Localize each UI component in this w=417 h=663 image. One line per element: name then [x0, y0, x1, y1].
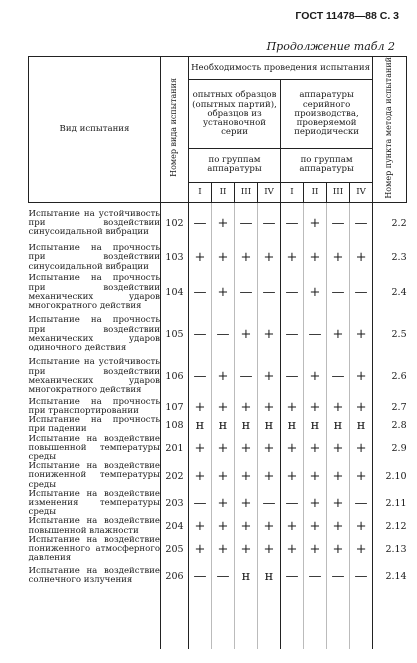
requirement-mark-cell: +	[212, 462, 235, 490]
test-number-cell: 206	[161, 563, 189, 589]
requirement-mark-cell: +	[327, 462, 350, 490]
requirement-mark-cell: +	[304, 490, 327, 518]
empty-cell	[189, 589, 212, 649]
test-requirements-table	[28, 56, 407, 649]
requirement-mark-cell: —	[189, 490, 212, 518]
requirement-mark-cell: +	[304, 462, 327, 490]
requirement-mark-cell: —	[212, 563, 235, 589]
test-number-cell: 102	[161, 202, 189, 244]
requirement-mark-cell: —	[281, 563, 304, 589]
empty-cell	[212, 589, 235, 649]
group-label: III	[327, 183, 350, 203]
requirement-mark-cell: +	[212, 490, 235, 518]
requirement-mark-cell: +	[258, 398, 281, 416]
test-number-cell: 104	[161, 272, 189, 314]
requirement-mark-cell: —	[281, 202, 304, 244]
requirement-mark-cell: —	[350, 272, 373, 314]
method-clause-cell: 2.7	[391, 401, 407, 413]
empty-cell	[258, 589, 281, 649]
requirement-mark-cell: —	[281, 272, 304, 314]
test-name-cell: Испытание на устойчивость при воздействии синусоидальной вибрации	[29, 202, 161, 244]
requirement-mark-cell: +	[235, 517, 258, 535]
method-clause-cell: 2.3	[391, 252, 407, 264]
group-label: II	[212, 183, 235, 203]
test-number-cell: 107	[161, 398, 189, 416]
requirement-mark-cell: +	[258, 536, 281, 564]
requirement-mark-cell: —	[304, 314, 327, 356]
requirement-mark-cell: +	[235, 398, 258, 416]
table-row	[29, 398, 407, 416]
requirement-mark-cell: +	[281, 536, 304, 564]
requirement-mark-cell: н	[258, 416, 281, 434]
group-label: I	[281, 183, 304, 203]
requirement-mark-cell: +	[281, 398, 304, 416]
requirement-mark-cell: +	[235, 536, 258, 564]
table-row	[29, 563, 407, 589]
table-row	[29, 314, 407, 356]
requirement-mark-cell: —	[281, 314, 304, 356]
requirement-mark-cell: +	[350, 398, 373, 416]
requirement-mark-cell: —	[350, 490, 373, 518]
requirement-mark-cell: н	[304, 416, 327, 434]
requirement-mark-cell: —	[281, 356, 304, 398]
requirement-mark-cell: +	[235, 244, 258, 272]
table-row	[29, 244, 407, 272]
header-prototypes: опытных образцов (опытных партий), образцов из установочной серии	[189, 80, 281, 149]
empty-cell	[281, 589, 304, 649]
test-name-cell: Испытание на прочность при падении	[28, 415, 160, 435]
requirement-mark-cell: +	[212, 536, 235, 564]
test-number-cell: 103	[161, 244, 189, 272]
test-name-cell: Испытание на воздействие солнечного излучения	[29, 563, 161, 589]
requirement-mark-cell: —	[189, 563, 212, 589]
requirement-mark-cell: +	[189, 536, 212, 564]
requirement-mark-cell: —	[350, 202, 373, 244]
requirement-mark-cell: +	[304, 356, 327, 398]
empty-cell	[161, 589, 189, 649]
method-clause-cell: 2.13	[385, 544, 407, 556]
test-name-cell: Испытание на прочность при воздействии механических ударов многократного действия	[29, 272, 161, 314]
requirement-mark-cell: +	[258, 435, 281, 463]
gost-code-header: ГОСТ 11478—88 С. 3	[295, 10, 399, 22]
test-number-cell: 203	[161, 490, 189, 518]
empty-cell	[29, 589, 161, 649]
requirement-mark-cell: +	[350, 536, 373, 564]
test-name-cell: Испытание на воздействие повышенной влажности	[28, 516, 160, 536]
test-name-cell: Испытание на прочность при воздействии синусоидальной вибрации	[28, 243, 160, 272]
requirement-mark-cell: +	[350, 356, 373, 398]
requirement-mark-cell: +	[189, 517, 212, 535]
requirement-mark-cell: +	[258, 314, 281, 356]
requirement-mark-cell: +	[258, 462, 281, 490]
table-row	[29, 462, 407, 490]
table-row	[29, 490, 407, 518]
requirement-mark-cell: +	[304, 398, 327, 416]
requirement-mark-cell: +	[304, 536, 327, 564]
requirement-mark-cell: —	[327, 356, 350, 398]
test-number-cell: 205	[161, 536, 189, 564]
requirement-mark-cell: +	[189, 462, 212, 490]
requirement-mark-cell: —	[281, 490, 304, 518]
requirement-mark-cell: +	[350, 244, 373, 272]
method-clause-cell: 2.6	[391, 371, 407, 383]
method-clause-cell: 2.9	[391, 442, 407, 454]
requirement-mark-cell: н	[350, 416, 373, 434]
test-number-cell: 201	[161, 435, 189, 463]
test-name-cell: Испытание на воздействие пониженной температуры среды	[28, 461, 160, 490]
empty-cell	[350, 589, 373, 649]
test-number-cell: 108	[161, 416, 189, 434]
header-serial: аппаратуры серийного производства, проверяемой периодически	[281, 80, 373, 149]
requirement-mark-cell: +	[212, 202, 235, 244]
requirement-mark-cell: +	[258, 356, 281, 398]
test-number-cell: 106	[161, 356, 189, 398]
requirement-mark-cell: +	[327, 490, 350, 518]
requirement-mark-cell: +	[327, 435, 350, 463]
requirement-mark-cell: —	[189, 314, 212, 356]
requirement-mark-cell: —	[235, 356, 258, 398]
requirement-mark-cell: +	[304, 202, 327, 244]
requirement-mark-cell: +	[189, 435, 212, 463]
header-groups-prototypes: по группам аппаратуры	[189, 148, 281, 182]
requirement-mark-cell: +	[281, 517, 304, 535]
table-continuation-space	[29, 589, 407, 649]
header-necessity: Необходимость проведения испытания	[189, 57, 373, 80]
requirement-mark-cell: +	[350, 462, 373, 490]
method-clause-cell: 2.8	[391, 419, 407, 431]
empty-cell	[304, 589, 327, 649]
requirement-mark-cell: +	[235, 462, 258, 490]
requirement-mark-cell: —	[258, 272, 281, 314]
requirement-mark-cell: —	[350, 563, 373, 589]
method-clause-cell: 2.12	[385, 521, 407, 533]
group-label: IV	[350, 183, 373, 203]
requirement-mark-cell: +	[281, 435, 304, 463]
requirement-mark-cell: +	[327, 314, 350, 356]
requirement-mark-cell: —	[304, 563, 327, 589]
requirement-mark-cell: +	[212, 517, 235, 535]
requirement-mark-cell: +	[327, 398, 350, 416]
requirement-mark-cell: —	[258, 490, 281, 518]
requirement-mark-cell: +	[212, 435, 235, 463]
requirement-mark-cell: —	[189, 356, 212, 398]
test-name-cell: Испытание на воздействие повышенной температуры среды	[28, 433, 160, 463]
method-clause-cell: 2.5	[391, 329, 407, 341]
empty-cell	[235, 589, 258, 649]
header-test-number: Номер вида испытания	[161, 57, 189, 203]
requirement-mark-cell: +	[235, 314, 258, 356]
test-name-cell: Испытание на прочность при транспортировании	[28, 396, 160, 416]
requirement-mark-cell: +	[350, 314, 373, 356]
requirement-mark-cell: —	[235, 272, 258, 314]
test-number-cell: 204	[161, 517, 189, 535]
table-row	[29, 416, 407, 434]
empty-cell	[327, 589, 350, 649]
header-test-type: Вид испытания	[29, 57, 161, 203]
table-row	[29, 202, 407, 244]
requirement-mark-cell: н	[281, 416, 304, 434]
requirement-mark-cell: +	[258, 244, 281, 272]
requirement-mark-cell: +	[212, 272, 235, 314]
requirement-mark-cell: —	[212, 314, 235, 356]
group-label: IV	[258, 183, 281, 203]
requirement-mark-cell: н	[327, 416, 350, 434]
method-clause-cell: 2.4	[391, 287, 407, 299]
table-row	[29, 536, 407, 564]
requirement-mark-cell: +	[304, 435, 327, 463]
requirement-mark-cell: —	[327, 563, 350, 589]
requirement-mark-cell: —	[189, 272, 212, 314]
requirement-mark-cell: +	[327, 244, 350, 272]
test-number-cell: 105	[161, 314, 189, 356]
test-name-cell: Испытание на прочность при воздействии механических ударов одиночного действия	[29, 314, 161, 356]
requirement-mark-cell: н	[189, 416, 212, 434]
requirement-mark-cell: +	[281, 244, 304, 272]
requirement-mark-cell: н	[258, 563, 281, 589]
requirement-mark-cell: н	[235, 416, 258, 434]
method-clause-cell: 2.10	[385, 470, 407, 482]
requirement-mark-cell: +	[327, 536, 350, 564]
requirement-mark-cell: +	[258, 517, 281, 535]
requirement-mark-cell: +	[281, 462, 304, 490]
test-name-cell: Испытание на устойчивость при воздействии механических ударов многократного действия	[29, 356, 161, 398]
requirement-mark-cell: +	[189, 244, 212, 272]
requirement-mark-cell: —	[327, 202, 350, 244]
table-continuation-label: Продолжение табл 2	[266, 40, 395, 53]
requirement-mark-cell: +	[304, 244, 327, 272]
group-label: III	[235, 183, 258, 203]
table-row	[29, 356, 407, 398]
requirement-mark-cell: +	[327, 517, 350, 535]
requirement-mark-cell: +	[212, 356, 235, 398]
test-name-cell: Испытание на воздействие изменения температуры среды	[28, 488, 160, 518]
requirement-mark-cell: —	[258, 202, 281, 244]
requirement-mark-cell: +	[212, 398, 235, 416]
requirement-mark-cell: +	[235, 435, 258, 463]
requirement-mark-cell: +	[189, 398, 212, 416]
test-name-cell: Испытание на воздействие пониженного атмосферного давления	[28, 534, 160, 564]
requirement-mark-cell: +	[304, 517, 327, 535]
header-clause: Номер пункта метода испытаний	[373, 57, 407, 203]
requirement-mark-cell: —	[189, 202, 212, 244]
table-row	[29, 272, 407, 314]
group-label: II	[304, 183, 327, 203]
requirement-mark-cell: —	[235, 202, 258, 244]
method-clause-cell: 2.14	[385, 570, 407, 582]
test-number-cell: 202	[161, 462, 189, 490]
requirement-mark-cell: +	[350, 435, 373, 463]
requirement-mark-cell: +	[235, 490, 258, 518]
group-label: I	[189, 183, 212, 203]
method-clause-cell: 2.11	[385, 498, 407, 510]
empty-cell	[373, 589, 407, 649]
table-row	[29, 435, 407, 463]
method-clause-cell: 2.2	[391, 217, 407, 229]
requirement-mark-cell: н	[212, 416, 235, 434]
header-groups-serial: по группам аппаратуры	[281, 148, 373, 182]
requirement-mark-cell: н	[235, 563, 258, 589]
requirement-mark-cell: +	[350, 517, 373, 535]
requirement-mark-cell: —	[327, 272, 350, 314]
requirement-mark-cell: +	[212, 244, 235, 272]
requirement-mark-cell: +	[304, 272, 327, 314]
table-row	[29, 517, 407, 535]
